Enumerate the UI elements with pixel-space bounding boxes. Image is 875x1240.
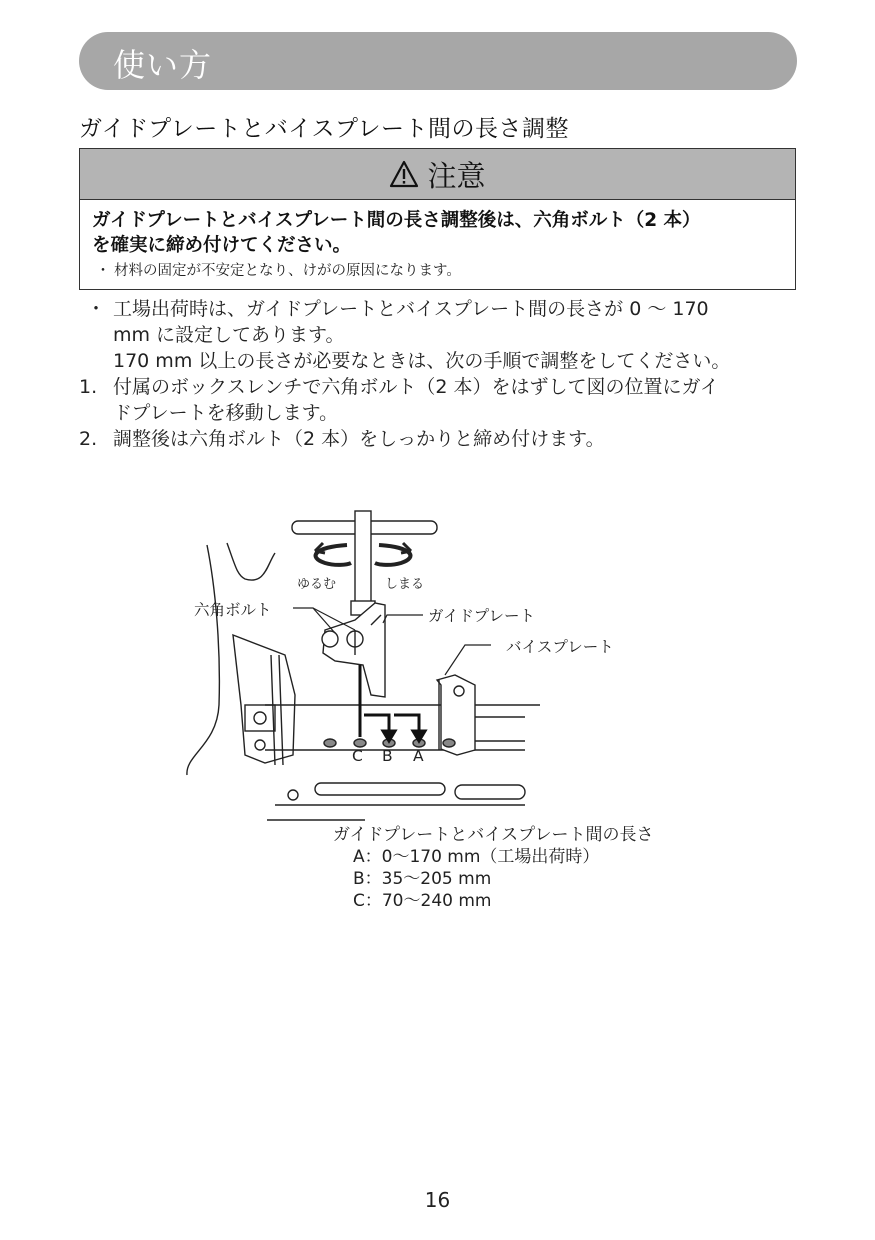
label-position-a: A — [413, 747, 424, 765]
caution-box — [79, 148, 796, 290]
adjustment-illustration — [175, 505, 614, 825]
caution-body — [80, 200, 795, 282]
bullet-mark: ・ — [95, 263, 111, 279]
caution-sub-item — [92, 260, 783, 282]
text-line: 調整後は六角ボルト（2 本）をしっかりと締め付けます。 — [113, 428, 605, 450]
header-band — [79, 32, 797, 90]
label-guide-plate: ガイドプレート — [428, 607, 535, 625]
label-tighten: しまる — [385, 577, 425, 592]
caution-main-line: を確実に締め付けてください。 — [92, 235, 352, 256]
label-position-c: C — [352, 747, 363, 765]
label-position-b: B — [382, 747, 393, 765]
label-loosen: ゆるむ — [297, 577, 337, 592]
caption-range-c: C：70～240 mm — [353, 891, 492, 911]
text-line: ドプレートを移動します。 — [113, 402, 339, 424]
warning-triangle-icon — [389, 160, 419, 188]
caution-main-line: ガイドプレートとバイスプレート間の長さ調整後は、六角ボルト（2 本） — [92, 210, 701, 231]
text-line: 170 mm 以上の長さが必要なときは、次の手順で調整をしてください。 — [113, 350, 731, 372]
caution-sub-text: 材料の固定が不安定となり、けがの原因になります。 — [114, 263, 461, 279]
label-hex-bolt: 六角ボルト — [194, 601, 272, 619]
caution-main-text — [92, 208, 783, 258]
page-number: 16 — [424, 1188, 451, 1212]
section-title: ガイドプレートとバイスプレート間の長さ調整 — [79, 116, 570, 142]
page-heading: 使い方 — [113, 46, 213, 84]
bullet-mark: ・ — [86, 298, 106, 320]
caution-header — [80, 149, 795, 200]
step-number: 2. — [79, 428, 98, 450]
caption-range-a: A：0～170 mm（工場出荷時） — [353, 847, 600, 867]
text-line: mm に設定してあります。 — [113, 324, 345, 346]
instructions — [79, 296, 804, 452]
text-line: 工場出荷時は、ガイドプレートとバイスプレート間の長さが 0 ～ 170 — [113, 298, 709, 320]
caption-range-b: B：35～205 mm — [353, 869, 492, 889]
bullet-item — [79, 296, 804, 374]
step-number: 1. — [79, 376, 98, 398]
step-item — [79, 426, 804, 452]
illustration-drawing — [175, 505, 540, 825]
label-vise-plate: バイスプレート — [506, 638, 614, 656]
caution-title: 注意 — [427, 158, 486, 193]
figure-caption — [333, 824, 653, 912]
caption-title: ガイドプレートとバイスプレート間の長さ — [333, 825, 654, 845]
step-item — [79, 374, 804, 426]
text-line: 付属のボックスレンチで六角ボルト（2 本）をはずして図の位置にガイ — [113, 376, 719, 398]
